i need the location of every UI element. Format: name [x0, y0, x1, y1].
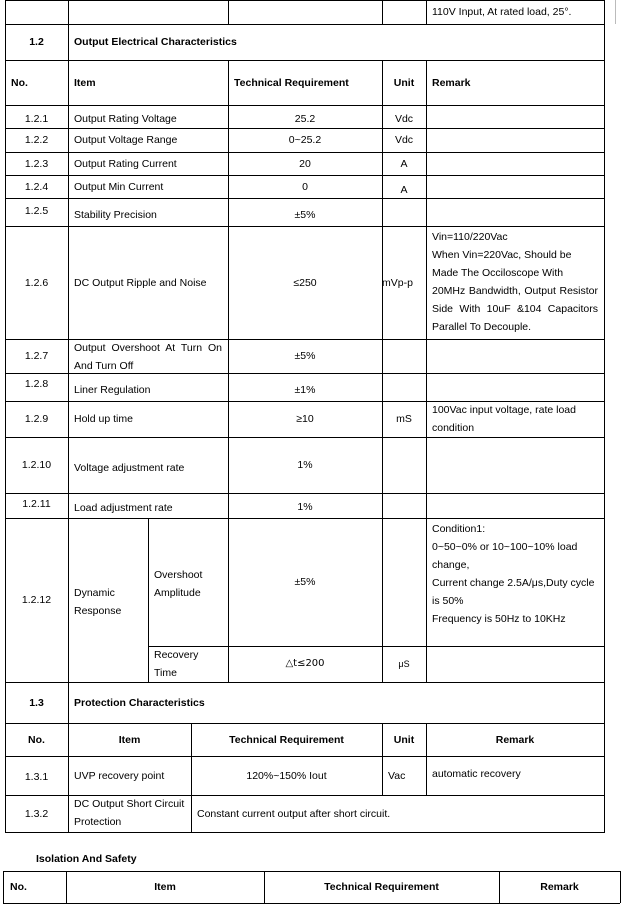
remark-line: Current change 2.5A/μs,Duty cycle [432, 577, 595, 589]
sub-item-remark [426, 518, 604, 646]
header-no: No. [28, 733, 45, 746]
table-rule [3, 903, 620, 904]
header-unit: Unit [393, 76, 415, 89]
row-item: Output Voltage Range [74, 134, 178, 146]
remark-line: is 50% [432, 595, 464, 607]
remark-line: Frequency is 50Hz to 10KHz [432, 613, 566, 625]
remark-line: change, [432, 559, 470, 571]
row-no: 1.2.8 [24, 378, 49, 390]
row-item: Load adjustment rate [74, 502, 173, 514]
row-requirement: 0~25.2 [288, 134, 322, 146]
row-remark [426, 401, 604, 437]
item-line: Output Overshoot At Turn On [74, 342, 222, 354]
label-line: Recovery [154, 649, 199, 661]
label-line: Overshoot [154, 569, 203, 581]
row-unit: Vac [388, 769, 406, 782]
row-unit: A [400, 158, 408, 170]
header-item: Item [118, 733, 141, 746]
sub-item-label [148, 646, 228, 682]
table-rule [228, 0, 229, 24]
remark-line: When Vin=220Vac, Should be [432, 249, 572, 261]
row-item: Voltage adjustment rate [74, 462, 185, 474]
header-requirement: Technical Requirement [229, 733, 344, 746]
remark-line: condition [432, 422, 475, 434]
row-item [68, 339, 228, 373]
sub-item-label [148, 518, 228, 646]
label-line: Time [154, 667, 177, 679]
row-no: 1.3.2 [24, 807, 49, 820]
remark-line: Made The Occiloscope With [432, 267, 564, 279]
page-edge [615, 0, 616, 24]
sub-item-requirement: △t≤200 [285, 658, 325, 669]
row-unit: Vdc [394, 134, 414, 146]
row-item: Output Min Current [74, 180, 164, 193]
section-number: 1.3 [29, 696, 44, 709]
section-title: Output Electrical Characteristics [74, 36, 237, 48]
header-item: Item [74, 76, 96, 89]
row-item: Hold up time [74, 413, 133, 425]
row-no: 1.2.9 [24, 413, 49, 425]
table-rule [382, 0, 383, 24]
row-remark [426, 226, 604, 339]
row-item [68, 795, 191, 832]
row-requirement: Constant current output after short circuit. [197, 807, 391, 820]
table-rule [5, 832, 605, 833]
row-requirement: ≥10 [296, 413, 314, 425]
row-requirement: ≤250 [293, 276, 317, 289]
header-remark: Remark [495, 733, 535, 746]
row-no: 1.2.12 [21, 594, 52, 606]
header-no: No. [10, 881, 27, 893]
row-no: 1.2.2 [24, 134, 49, 146]
sub-item-requirement: ±5% [294, 576, 316, 588]
row-unit: mS [396, 413, 412, 425]
row-item: Liner Regulation [74, 384, 151, 396]
row-no: 1.2.11 [22, 498, 51, 510]
item-line: DC Output Short Circuit [74, 798, 185, 810]
header-requirement: Technical Requirement [324, 881, 439, 893]
header-remark: Remark [540, 881, 579, 893]
remark-line: 100Vac input voltage, rate load [432, 404, 576, 416]
section-title: Protection Characteristics [74, 696, 205, 709]
header-no: No. [11, 76, 28, 89]
row-requirement: 0 [302, 180, 308, 193]
row-no: 1.2.7 [24, 350, 49, 362]
row-no: 1.2.6 [24, 276, 49, 289]
remark-line: Side With 10uF &104 Capacitors [432, 303, 598, 315]
row-no: 1.2.5 [24, 205, 49, 217]
row-item: Stability Precision [74, 209, 157, 221]
row-requirement: ±5% [294, 209, 316, 221]
row-no: 1.2.4 [24, 180, 49, 193]
row-no: 1.2.3 [24, 158, 49, 170]
row-unit: mVp-p [382, 276, 413, 289]
row-unit: Vdc [394, 112, 414, 125]
table-rule [604, 0, 605, 833]
row-item: DC Output Ripple and Noise [74, 276, 207, 289]
row-requirement: 1% [297, 501, 313, 513]
header-remark: Remark [432, 76, 471, 89]
label-line: Amplitude [154, 587, 201, 599]
remark-line: Condition1: [432, 523, 486, 535]
row-item [68, 518, 148, 682]
row-remark: automatic recovery [432, 767, 521, 780]
item-line: And Turn Off [74, 360, 134, 372]
item-line: Dynamic [74, 587, 115, 599]
row-no: 1.2.1 [24, 112, 49, 125]
remark-cell: 110V Input, At rated load, 25°. [432, 6, 572, 18]
row-item: Output Rating Voltage [74, 112, 177, 125]
row-item: UVP recovery point [74, 769, 165, 782]
row-item: Output Rating Current [74, 158, 177, 170]
row-requirement: 25.2 [294, 112, 316, 125]
item-line: Response [74, 605, 122, 617]
row-unit: A [400, 183, 408, 196]
remark-line: Vin=110/220Vac [432, 231, 508, 243]
header-item: Item [154, 881, 176, 893]
remark-line: Parallel To Decouple. [432, 321, 532, 333]
row-requirement: 120%~150% Iout [246, 769, 327, 782]
header-requirement: Technical Requirement [234, 76, 349, 89]
remark-line: 20MHz Bandwidth, Output Resistor [432, 285, 598, 297]
row-requirement: ±1% [294, 384, 316, 396]
row-requirement: ±5% [294, 350, 316, 362]
row-requirement: 1% [297, 459, 313, 471]
section-number: 1.2 [29, 36, 44, 48]
table-rule [620, 871, 621, 903]
remark-line: 0~50~0% or 10~100~10% load [432, 541, 578, 553]
row-requirement: 20 [299, 158, 311, 170]
section-title: Isolation And Safety [36, 853, 137, 865]
row-no: 1.2.10 [21, 459, 52, 471]
sub-item-unit: μS [398, 659, 410, 669]
item-line: Protection [74, 816, 122, 828]
header-unit: Unit [393, 733, 415, 746]
row-no: 1.3.1 [24, 771, 49, 783]
